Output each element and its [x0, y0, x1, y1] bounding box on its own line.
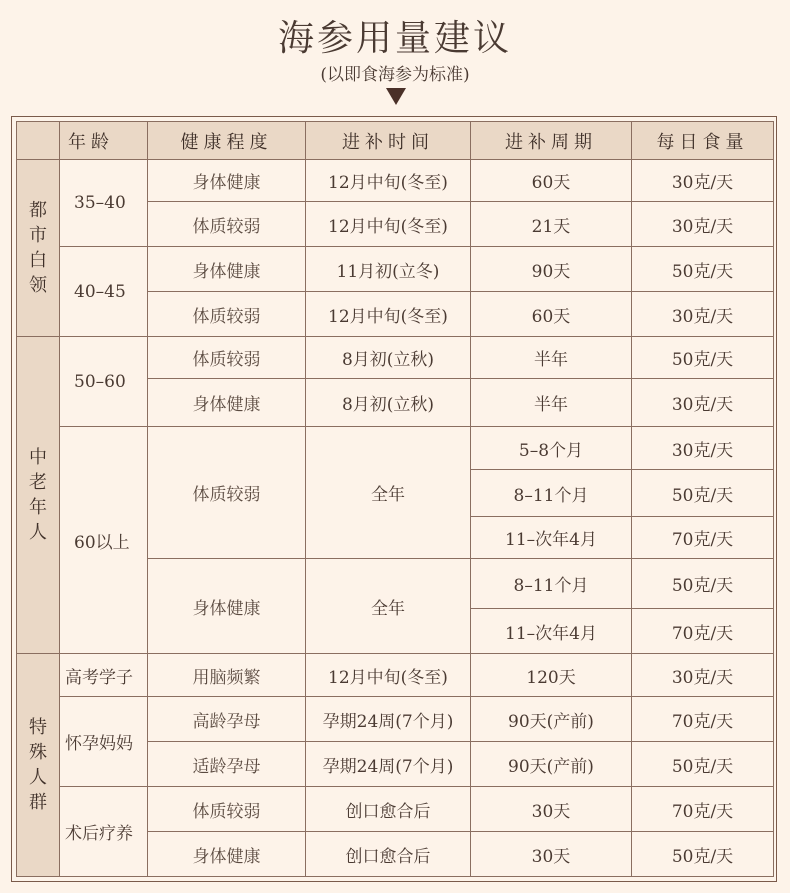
- health-cell: 体质较弱: [148, 787, 306, 832]
- age-cell: 高考学子: [60, 654, 148, 697]
- period-cell: 90天(产前): [471, 697, 632, 742]
- group-char: 特: [29, 717, 47, 738]
- period-cell: 8–11个月: [471, 470, 632, 517]
- group-char: 群: [29, 792, 47, 813]
- period-cell: 90天(产前): [471, 742, 632, 787]
- header-blank: [17, 122, 60, 160]
- health-cell: 身体健康: [148, 559, 306, 654]
- group-char: 年: [29, 497, 47, 518]
- period-cell: 半年: [471, 379, 632, 427]
- header-age: 年龄: [60, 122, 148, 160]
- table-row: [17, 247, 774, 292]
- period-cell: 120天: [471, 654, 632, 697]
- amount-cell: 70克/天: [632, 609, 774, 654]
- age-cell: 怀孕妈妈: [60, 697, 148, 787]
- amount-cell: 50克/天: [632, 337, 774, 379]
- time-cell: 全年: [306, 559, 471, 654]
- period-cell: 11–次年4月: [471, 609, 632, 654]
- table-row: [17, 787, 774, 832]
- table-row: [17, 160, 774, 202]
- health-cell: 适龄孕母: [148, 742, 306, 787]
- time-cell: 8月初(立秋): [306, 337, 471, 379]
- age-cell: 35–40: [60, 160, 148, 247]
- header-time: 进补时间: [306, 122, 471, 160]
- age-cell: 50–60: [60, 337, 148, 427]
- table-row: [17, 697, 774, 742]
- table-row: [17, 337, 774, 379]
- period-cell: 21天: [471, 202, 632, 247]
- amount-cell: 30克/天: [632, 292, 774, 337]
- time-cell: 孕期24周(7个月): [306, 697, 471, 742]
- amount-cell: 50克/天: [632, 559, 774, 609]
- time-cell: 创口愈合后: [306, 787, 471, 832]
- health-cell: 体质较弱: [148, 427, 306, 559]
- dosage-table: [16, 121, 774, 877]
- time-cell: 全年: [306, 427, 471, 559]
- amount-cell: 70克/天: [632, 697, 774, 742]
- group-char: 殊: [29, 742, 47, 763]
- amount-cell: 50克/天: [632, 470, 774, 517]
- health-cell: 用脑频繁: [148, 654, 306, 697]
- health-cell: 身体健康: [148, 379, 306, 427]
- period-cell: 11–次年4月: [471, 517, 632, 559]
- header-health: 健康程度: [148, 122, 306, 160]
- amount-cell: 50克/天: [632, 742, 774, 787]
- age-cell: 60以上: [60, 427, 148, 654]
- amount-cell: 30克/天: [632, 160, 774, 202]
- group-label-urban-white-collar: [17, 160, 60, 337]
- time-cell: 12月中旬(冬至): [306, 202, 471, 247]
- period-cell: 半年: [471, 337, 632, 379]
- time-cell: 11月初(立冬): [306, 247, 471, 292]
- group-label-special-groups: [17, 654, 60, 877]
- down-arrow-icon: [386, 88, 406, 105]
- header-amount: 每日食量: [632, 122, 774, 160]
- period-cell: 60天: [471, 292, 632, 337]
- page-title: 海参用量建议: [277, 18, 512, 59]
- time-cell: 12月中旬(冬至): [306, 654, 471, 697]
- health-cell: 体质较弱: [148, 292, 306, 337]
- age-cell: 术后疗养: [60, 787, 148, 877]
- period-cell: 90天: [471, 247, 632, 292]
- group-label-middle-aged-elderly: [17, 337, 60, 654]
- amount-cell: 70克/天: [632, 787, 774, 832]
- group-char: 人: [29, 767, 47, 788]
- health-cell: 体质较弱: [148, 202, 306, 247]
- period-cell: 60天: [471, 160, 632, 202]
- period-cell: 8–11个月: [471, 559, 632, 609]
- group-char: 老: [29, 472, 47, 493]
- health-cell: 高龄孕母: [148, 697, 306, 742]
- header-period: 进补周期: [471, 122, 632, 160]
- period-cell: 5–8个月: [471, 427, 632, 470]
- group-char: 白: [29, 250, 47, 271]
- group-char: 市: [29, 225, 47, 246]
- group-char: 都: [29, 200, 47, 221]
- time-cell: 12月中旬(冬至): [306, 292, 471, 337]
- health-cell: 身体健康: [148, 247, 306, 292]
- amount-cell: 30克/天: [632, 427, 774, 470]
- table-row: [17, 654, 774, 697]
- group-char: 领: [29, 275, 47, 296]
- page-subtitle: (以即食海参为标准): [320, 65, 470, 85]
- period-cell: 30天: [471, 787, 632, 832]
- age-cell: 40–45: [60, 247, 148, 337]
- table-row: [17, 427, 774, 470]
- time-cell: 8月初(立秋): [306, 379, 471, 427]
- health-cell: 体质较弱: [148, 337, 306, 379]
- time-cell: 创口愈合后: [306, 832, 471, 877]
- group-char: 人: [29, 522, 47, 543]
- health-cell: 身体健康: [148, 160, 306, 202]
- amount-cell: 30克/天: [632, 379, 774, 427]
- health-cell: 身体健康: [148, 832, 306, 877]
- group-char: 中: [29, 447, 47, 468]
- time-cell: 孕期24周(7个月): [306, 742, 471, 787]
- amount-cell: 30克/天: [632, 654, 774, 697]
- amount-cell: 70克/天: [632, 517, 774, 559]
- time-cell: 12月中旬(冬至): [306, 160, 471, 202]
- amount-cell: 50克/天: [632, 832, 774, 877]
- period-cell: 30天: [471, 832, 632, 877]
- amount-cell: 50克/天: [632, 247, 774, 292]
- amount-cell: 30克/天: [632, 202, 774, 247]
- table-header-row: [17, 122, 774, 160]
